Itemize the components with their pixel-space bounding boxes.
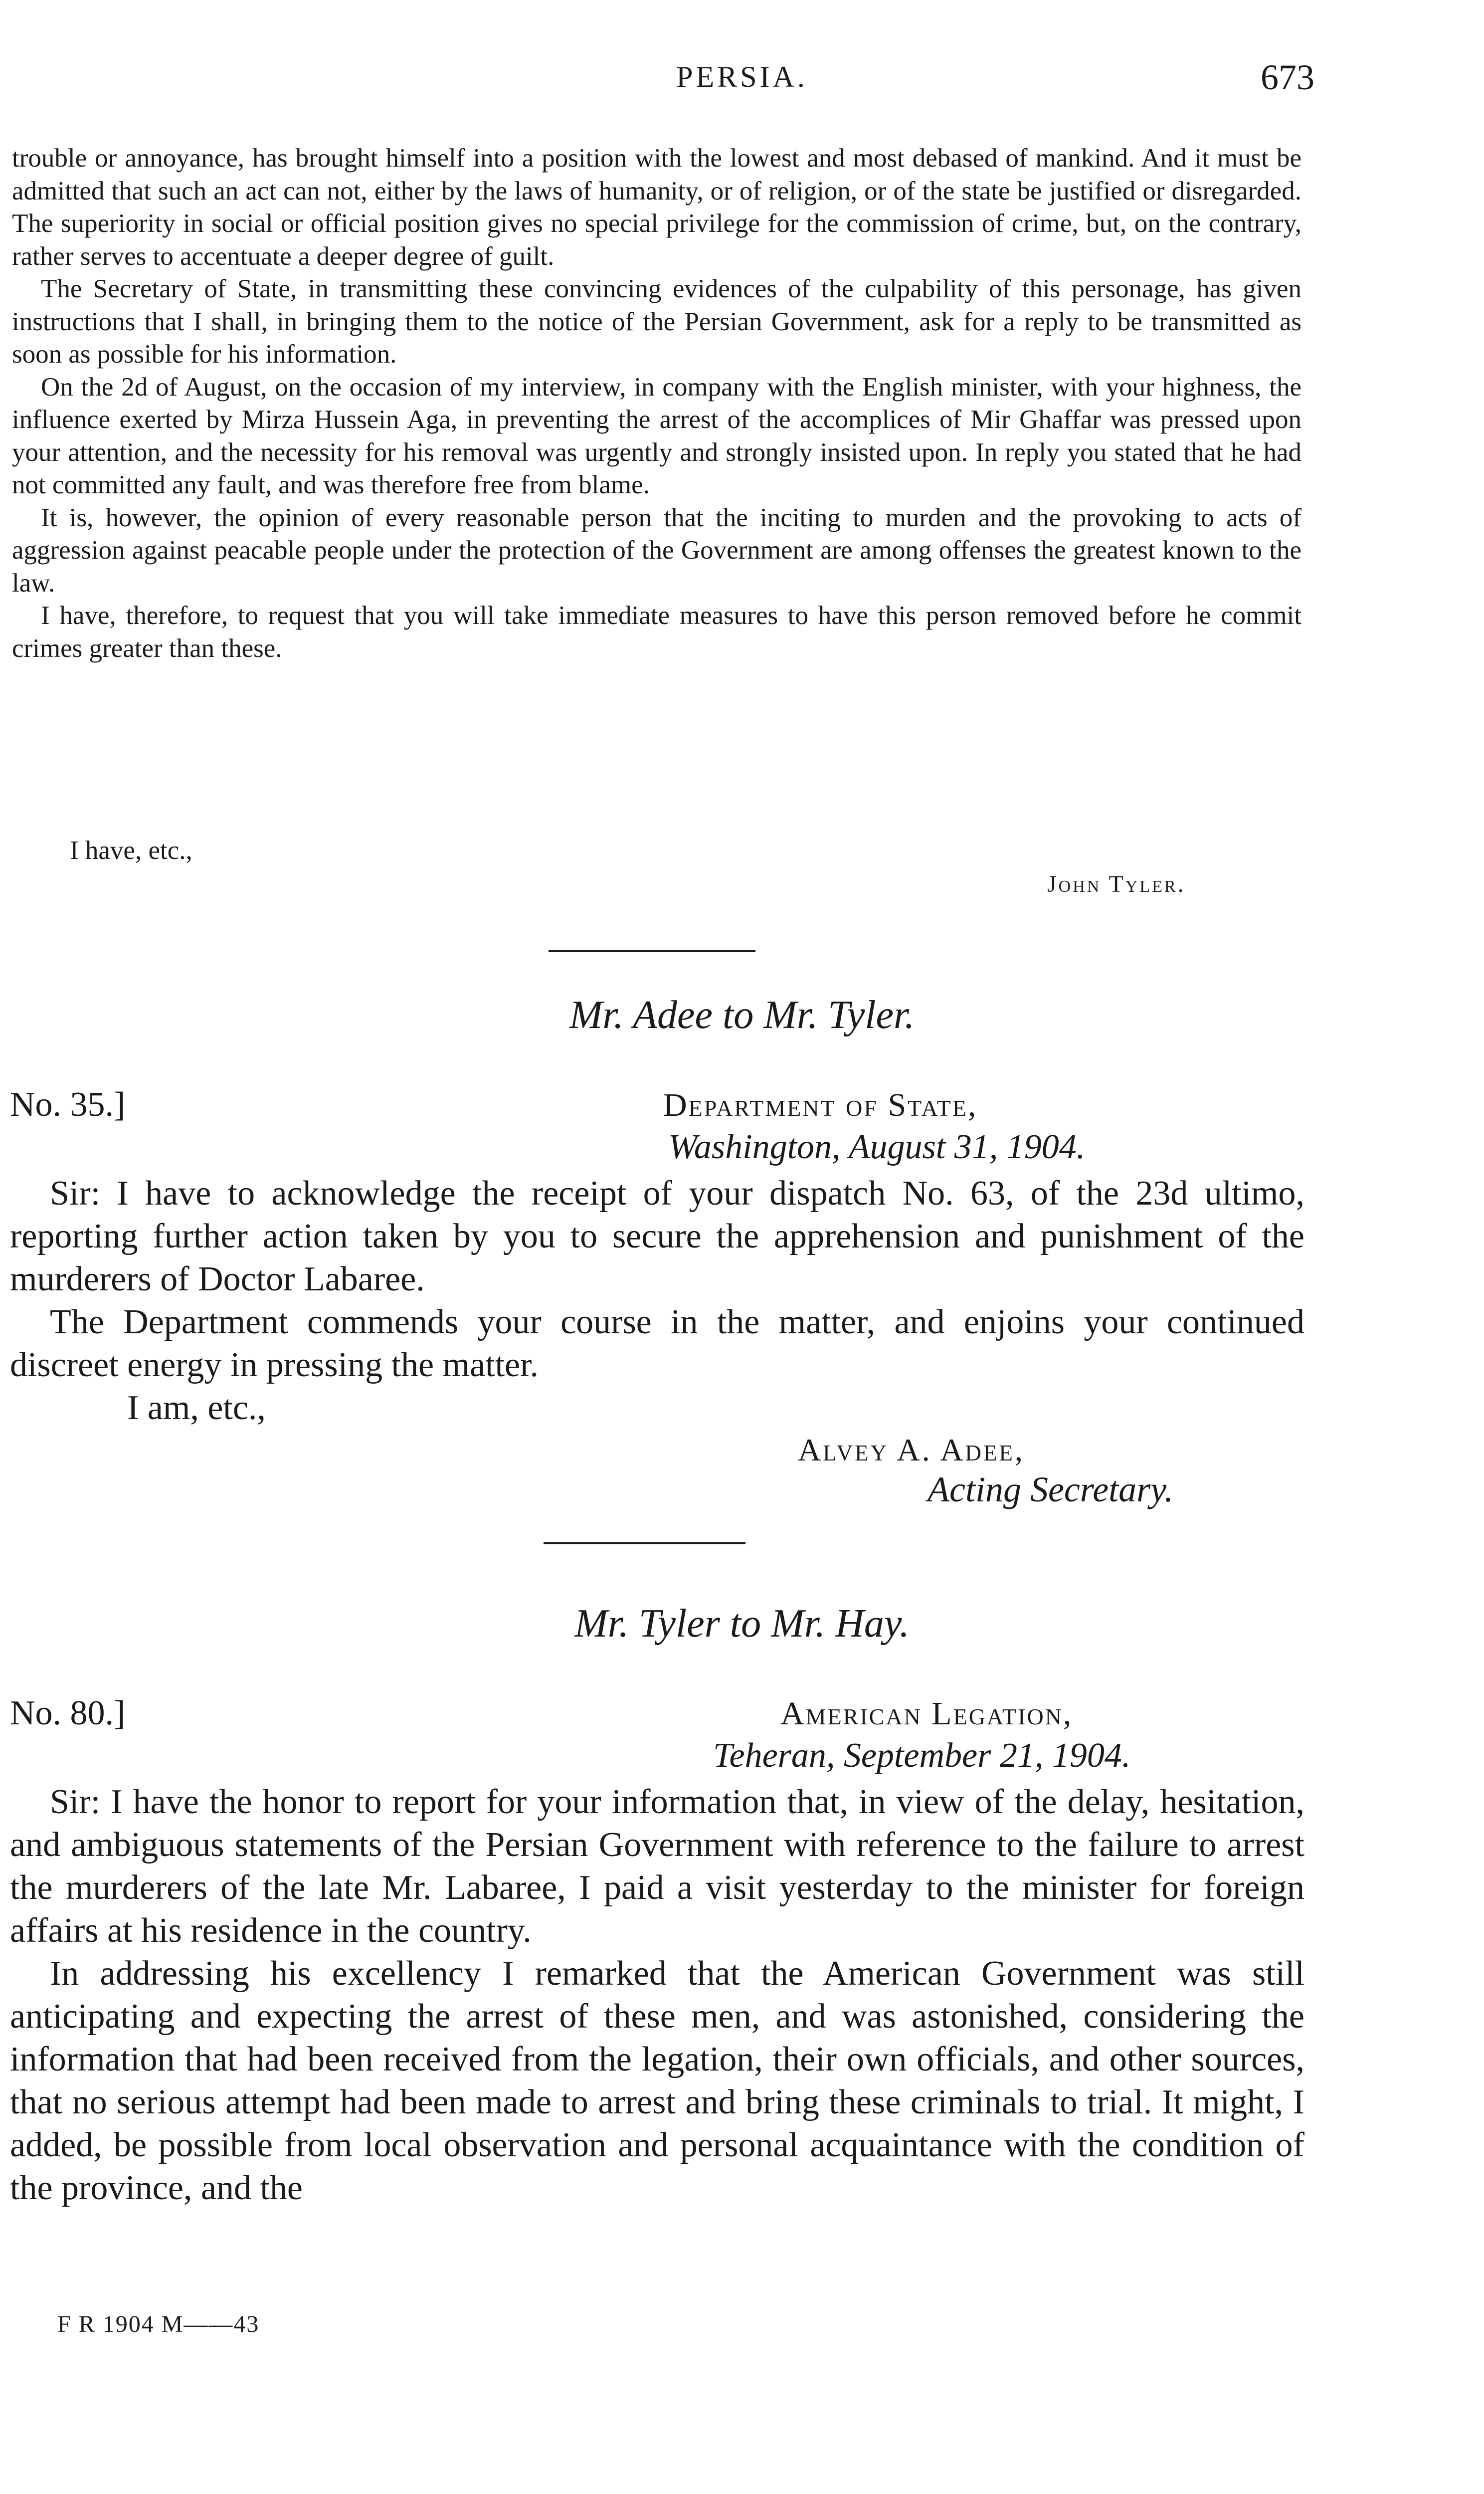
letter1-paragraph-3: On the 2d of August, on the occasion of my interview, in company with the English minister, with your highness, the influence exerted by Mirza Hussein Aga, in preventing the arrest of the accomplices of Mir Ghaffar was pressed upon your attention, and the necessity for his removal was urgently and strongly insisted upon. In reply you stated that he had not committed any fault, and was therefore free from blame. — [12, 372, 1301, 499]
letter3-paragraph-1: Sir: I have the honor to report for your information that, in view of the delay, hesitation, and ambiguous statements of the Persian Government with reference to the failure to arrest the murderers of the late Mr. Labaree, I paid a visit yesterday to the minister for foreign affairs at his residence in the country. — [10, 1783, 1304, 1950]
section-divider-2 — [544, 1542, 745, 1544]
letter3-from: American Legation, — [780, 1695, 1073, 1732]
letter2-signature-title: Acting Secretary. — [928, 1469, 1174, 1509]
letter2-place-date: Washington, August 31, 1904. — [668, 1128, 1086, 1166]
letter3-number: No. 80.] — [10, 1694, 126, 1732]
letter3-paragraph-2: In addressing his excellency I remarked that the American Government was still anticipating and expecting the arrest of these men, and was astonished, considering the information that had been received from the legation, their own officials, and other sources, that no serious attempt had been made to arrest and bring these criminals to trial. It might, I added, be possible from local observation and personal acquaintance with the condition of the province, and the — [10, 1954, 1304, 2207]
running-head-title: PERSIA. — [676, 60, 808, 93]
letter1-paragraph-2: The Secretary of State, in transmitting these convincing evidences of the culpability of this personage, has given instructions that I shall, in bringing them to the notice of the Persian Government, ask for a reply to be transmitted as soon as possible for his information. — [12, 274, 1301, 369]
letter2-paragraph-1: Sir: I have to acknowledge the receipt of your dispatch No. 63, of the 23d ultimo, reporting further action taken by you to secure the apprehension and punishment of the murderers of Doctor Labaree. — [10, 1174, 1304, 1298]
page-number: 673 — [1261, 57, 1314, 97]
letter2-from: Department of State, — [663, 1087, 978, 1123]
letter2-heading: Mr. Adee to Mr. Tyler. — [569, 993, 915, 1037]
letter3-body — [10, 1781, 1304, 2210]
letter3-heading: Mr. Tyler to Mr. Hay. — [574, 1602, 910, 1646]
letter2-paragraph-2: The Department commends your course in the matter, and enjoins your continued discreet energy in pressing the matter. — [10, 1303, 1304, 1384]
letter1-closing: I have, etc., — [70, 836, 192, 865]
letter1-paragraph-5: I have, therefore, to request that you will take immediate measures to have this person removed before he commit crimes greater than these. — [12, 601, 1301, 663]
letter1-signature: John Tyler. — [1047, 871, 1186, 897]
page-footer-signature-mark: F R 1904 M——43 — [57, 2311, 260, 2337]
letter2-body — [10, 1172, 1304, 1387]
section-divider-1 — [549, 950, 755, 952]
letter1-paragraph-4: It is, however, the opinion of every reasonable person that the inciting to murden and the provoking to acts of aggression against peacable people under the protection of the Government are among offenses the greatest known to the law. — [12, 503, 1301, 598]
letter2-closing: I am, etc., — [127, 1389, 266, 1427]
letter1-body — [12, 142, 1301, 665]
letter3-place-date: Teheran, September 21, 1904. — [713, 1736, 1131, 1775]
letter2-signature-name: Alvey A. Adee, — [798, 1432, 1025, 1467]
letter1-paragraph-1: trouble or annoyance, has brought himself into a position with the lowest and most debased of mankind. And it must be admitted that such an act can not, either by the laws of humanity, or of religion, or of the state be justified or disregarded. The superiority in social or official position gives no special privilege for the commission of crime, but, on the contrary, rather serves to accentuate a deeper degree of guilt. — [12, 144, 1301, 271]
letter2-number: No. 35.] — [10, 1085, 126, 1124]
running-head — [0, 57, 1484, 105]
